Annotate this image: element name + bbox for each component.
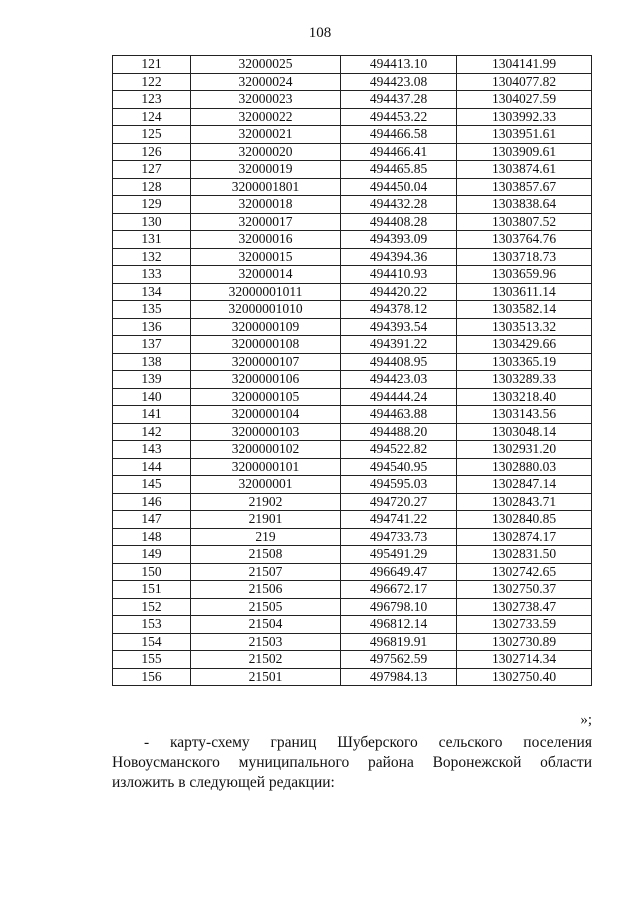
point-id-cell: 21901 bbox=[191, 511, 341, 529]
point-id-cell: 21508 bbox=[191, 546, 341, 564]
x-coordinate-cell: 494733.73 bbox=[341, 528, 457, 546]
y-coordinate-cell: 1304141.99 bbox=[457, 56, 592, 74]
x-coordinate-cell: 494465.85 bbox=[341, 161, 457, 179]
point-number-cell: 132 bbox=[113, 248, 191, 266]
y-coordinate-cell: 1302931.20 bbox=[457, 441, 592, 459]
y-coordinate-cell: 1303513.32 bbox=[457, 318, 592, 336]
x-coordinate-cell: 497562.59 bbox=[341, 651, 457, 669]
y-coordinate-cell: 1302738.47 bbox=[457, 598, 592, 616]
y-coordinate-cell: 1302733.59 bbox=[457, 616, 592, 634]
point-number-cell: 138 bbox=[113, 353, 191, 371]
point-id-cell: 21504 bbox=[191, 616, 341, 634]
x-coordinate-cell: 496798.10 bbox=[341, 598, 457, 616]
point-number-cell: 145 bbox=[113, 476, 191, 494]
y-coordinate-cell: 1302847.14 bbox=[457, 476, 592, 494]
point-number-cell: 153 bbox=[113, 616, 191, 634]
x-coordinate-cell: 494423.03 bbox=[341, 371, 457, 389]
x-coordinate-cell: 494522.82 bbox=[341, 441, 457, 459]
x-coordinate-cell: 494432.28 bbox=[341, 196, 457, 214]
point-id-cell: 21902 bbox=[191, 493, 341, 511]
point-id-cell: 3200000103 bbox=[191, 423, 341, 441]
table-row bbox=[113, 73, 592, 91]
table-row bbox=[113, 143, 592, 161]
point-id-cell: 32000024 bbox=[191, 73, 341, 91]
point-number-cell: 130 bbox=[113, 213, 191, 231]
table-row bbox=[113, 371, 592, 389]
y-coordinate-cell: 1303807.52 bbox=[457, 213, 592, 231]
point-id-cell: 32000018 bbox=[191, 196, 341, 214]
table-row bbox=[113, 581, 592, 599]
y-coordinate-cell: 1302750.40 bbox=[457, 668, 592, 686]
point-id-cell: 32000014 bbox=[191, 266, 341, 284]
y-coordinate-cell: 1303611.14 bbox=[457, 283, 592, 301]
point-number-cell: 148 bbox=[113, 528, 191, 546]
point-number-cell: 144 bbox=[113, 458, 191, 476]
point-number-cell: 156 bbox=[113, 668, 191, 686]
point-id-cell: 21502 bbox=[191, 651, 341, 669]
point-number-cell: 137 bbox=[113, 336, 191, 354]
x-coordinate-cell: 494595.03 bbox=[341, 476, 457, 494]
y-coordinate-cell: 1303365.19 bbox=[457, 353, 592, 371]
point-id-cell: 32000025 bbox=[191, 56, 341, 74]
point-number-cell: 131 bbox=[113, 231, 191, 249]
point-number-cell: 127 bbox=[113, 161, 191, 179]
x-coordinate-cell: 497984.13 bbox=[341, 668, 457, 686]
x-coordinate-cell: 494720.27 bbox=[341, 493, 457, 511]
point-number-cell: 139 bbox=[113, 371, 191, 389]
y-coordinate-cell: 1303992.33 bbox=[457, 108, 592, 126]
table-row bbox=[113, 318, 592, 336]
y-coordinate-cell: 1302840.85 bbox=[457, 511, 592, 529]
x-coordinate-cell: 494410.93 bbox=[341, 266, 457, 284]
table-row bbox=[113, 633, 592, 651]
point-number-cell: 140 bbox=[113, 388, 191, 406]
x-coordinate-cell: 494741.22 bbox=[341, 511, 457, 529]
point-id-cell: 219 bbox=[191, 528, 341, 546]
point-number-cell: 133 bbox=[113, 266, 191, 284]
table-row bbox=[113, 266, 592, 284]
point-id-cell: 32000021 bbox=[191, 126, 341, 144]
point-id-cell: 32000020 bbox=[191, 143, 341, 161]
x-coordinate-cell: 494540.95 bbox=[341, 458, 457, 476]
y-coordinate-cell: 1303289.33 bbox=[457, 371, 592, 389]
table-row bbox=[113, 528, 592, 546]
y-coordinate-cell: 1302742.65 bbox=[457, 563, 592, 581]
x-coordinate-cell: 494444.24 bbox=[341, 388, 457, 406]
y-coordinate-cell: 1303718.73 bbox=[457, 248, 592, 266]
point-id-cell: 3200000101 bbox=[191, 458, 341, 476]
table-row bbox=[113, 546, 592, 564]
y-coordinate-cell: 1303909.61 bbox=[457, 143, 592, 161]
table-row bbox=[113, 511, 592, 529]
x-coordinate-cell: 496672.17 bbox=[341, 581, 457, 599]
table-row bbox=[113, 108, 592, 126]
table-row bbox=[113, 161, 592, 179]
x-coordinate-cell: 494453.22 bbox=[341, 108, 457, 126]
x-coordinate-cell: 494408.95 bbox=[341, 353, 457, 371]
point-id-cell: 32000023 bbox=[191, 91, 341, 109]
table-row bbox=[113, 283, 592, 301]
point-number-cell: 129 bbox=[113, 196, 191, 214]
x-coordinate-cell: 494437.28 bbox=[341, 91, 457, 109]
y-coordinate-cell: 1302750.37 bbox=[457, 581, 592, 599]
point-id-cell: 32000019 bbox=[191, 161, 341, 179]
table-row bbox=[113, 231, 592, 249]
point-number-cell: 123 bbox=[113, 91, 191, 109]
x-coordinate-cell: 494393.09 bbox=[341, 231, 457, 249]
table-row bbox=[113, 423, 592, 441]
y-coordinate-cell: 1303857.67 bbox=[457, 178, 592, 196]
point-number-cell: 152 bbox=[113, 598, 191, 616]
point-id-cell: 3200000107 bbox=[191, 353, 341, 371]
table-row bbox=[113, 301, 592, 319]
point-number-cell: 128 bbox=[113, 178, 191, 196]
point-number-cell: 136 bbox=[113, 318, 191, 336]
x-coordinate-cell: 495491.29 bbox=[341, 546, 457, 564]
point-number-cell: 150 bbox=[113, 563, 191, 581]
x-coordinate-cell: 494394.36 bbox=[341, 248, 457, 266]
point-number-cell: 122 bbox=[113, 73, 191, 91]
point-number-cell: 154 bbox=[113, 633, 191, 651]
table-row bbox=[113, 476, 592, 494]
y-coordinate-cell: 1303838.64 bbox=[457, 196, 592, 214]
y-coordinate-cell: 1303659.96 bbox=[457, 266, 592, 284]
point-id-cell: 32000001 bbox=[191, 476, 341, 494]
y-coordinate-cell: 1303429.66 bbox=[457, 336, 592, 354]
table-row bbox=[113, 651, 592, 669]
table-row bbox=[113, 406, 592, 424]
point-id-cell: 21501 bbox=[191, 668, 341, 686]
point-number-cell: 146 bbox=[113, 493, 191, 511]
y-coordinate-cell: 1303874.61 bbox=[457, 161, 592, 179]
table-row bbox=[113, 598, 592, 616]
x-coordinate-cell: 494420.22 bbox=[341, 283, 457, 301]
table-row bbox=[113, 616, 592, 634]
table-row bbox=[113, 336, 592, 354]
table-row bbox=[113, 388, 592, 406]
point-number-cell: 151 bbox=[113, 581, 191, 599]
point-id-cell: 21505 bbox=[191, 598, 341, 616]
y-coordinate-cell: 1302831.50 bbox=[457, 546, 592, 564]
point-id-cell: 21503 bbox=[191, 633, 341, 651]
point-number-cell: 142 bbox=[113, 423, 191, 441]
table-row bbox=[113, 493, 592, 511]
point-number-cell: 125 bbox=[113, 126, 191, 144]
page-number: 108 bbox=[308, 25, 332, 41]
y-coordinate-cell: 1302730.89 bbox=[457, 633, 592, 651]
table-row bbox=[113, 248, 592, 266]
x-coordinate-cell: 494466.41 bbox=[341, 143, 457, 161]
y-coordinate-cell: 1302714.34 bbox=[457, 651, 592, 669]
table-row bbox=[113, 56, 592, 74]
y-coordinate-cell: 1303951.61 bbox=[457, 126, 592, 144]
point-number-cell: 124 bbox=[113, 108, 191, 126]
y-coordinate-cell: 1303582.14 bbox=[457, 301, 592, 319]
point-number-cell: 134 bbox=[113, 283, 191, 301]
y-coordinate-cell: 1302874.17 bbox=[457, 528, 592, 546]
table-row bbox=[113, 353, 592, 371]
y-coordinate-cell: 1303218.40 bbox=[457, 388, 592, 406]
y-coordinate-cell: 1303048.14 bbox=[457, 423, 592, 441]
point-id-cell: 21507 bbox=[191, 563, 341, 581]
table-row bbox=[113, 441, 592, 459]
point-id-cell: 21506 bbox=[191, 581, 341, 599]
point-id-cell: 32000017 bbox=[191, 213, 341, 231]
point-id-cell: 3200000106 bbox=[191, 371, 341, 389]
table-row bbox=[113, 458, 592, 476]
point-id-cell: 3200000105 bbox=[191, 388, 341, 406]
table-row bbox=[113, 668, 592, 686]
point-id-cell: 3200000108 bbox=[191, 336, 341, 354]
x-coordinate-cell: 494466.58 bbox=[341, 126, 457, 144]
point-id-cell: 32000016 bbox=[191, 231, 341, 249]
point-number-cell: 141 bbox=[113, 406, 191, 424]
table-row bbox=[113, 126, 592, 144]
table-row bbox=[113, 196, 592, 214]
point-number-cell: 147 bbox=[113, 511, 191, 529]
point-number-cell: 149 bbox=[113, 546, 191, 564]
x-coordinate-cell: 494391.22 bbox=[341, 336, 457, 354]
table-row bbox=[113, 563, 592, 581]
table-row bbox=[113, 178, 592, 196]
y-coordinate-cell: 1304027.59 bbox=[457, 91, 592, 109]
x-coordinate-cell: 494393.54 bbox=[341, 318, 457, 336]
closing-quote: »; bbox=[580, 712, 592, 728]
point-number-cell: 143 bbox=[113, 441, 191, 459]
point-number-cell: 135 bbox=[113, 301, 191, 319]
body-paragraph: - карту-схему границ Шуберского сельского поселения Новоусманского муниципального района Воронежской области изложить в следующей редакции: bbox=[112, 734, 592, 791]
table-row bbox=[113, 213, 592, 231]
point-id-cell: 32000015 bbox=[191, 248, 341, 266]
point-id-cell: 3200000102 bbox=[191, 441, 341, 459]
x-coordinate-cell: 494413.10 bbox=[341, 56, 457, 74]
x-coordinate-cell: 494488.20 bbox=[341, 423, 457, 441]
x-coordinate-cell: 496819.91 bbox=[341, 633, 457, 651]
y-coordinate-cell: 1302843.71 bbox=[457, 493, 592, 511]
point-id-cell: 32000001010 bbox=[191, 301, 341, 319]
x-coordinate-cell: 494378.12 bbox=[341, 301, 457, 319]
x-coordinate-cell: 494450.04 bbox=[341, 178, 457, 196]
table-row bbox=[113, 91, 592, 109]
y-coordinate-cell: 1303764.76 bbox=[457, 231, 592, 249]
coordinates-table bbox=[112, 55, 592, 686]
y-coordinate-cell: 1303143.56 bbox=[457, 406, 592, 424]
point-number-cell: 121 bbox=[113, 56, 191, 74]
point-id-cell: 32000001011 bbox=[191, 283, 341, 301]
y-coordinate-cell: 1302880.03 bbox=[457, 458, 592, 476]
point-id-cell: 3200000104 bbox=[191, 406, 341, 424]
point-number-cell: 126 bbox=[113, 143, 191, 161]
point-id-cell: 32000022 bbox=[191, 108, 341, 126]
point-id-cell: 3200000109 bbox=[191, 318, 341, 336]
point-number-cell: 155 bbox=[113, 651, 191, 669]
x-coordinate-cell: 496812.14 bbox=[341, 616, 457, 634]
coordinates-table-body bbox=[113, 56, 592, 686]
x-coordinate-cell: 496649.47 bbox=[341, 563, 457, 581]
y-coordinate-cell: 1304077.82 bbox=[457, 73, 592, 91]
x-coordinate-cell: 494463.88 bbox=[341, 406, 457, 424]
point-id-cell: 3200001801 bbox=[191, 178, 341, 196]
x-coordinate-cell: 494408.28 bbox=[341, 213, 457, 231]
x-coordinate-cell: 494423.08 bbox=[341, 73, 457, 91]
